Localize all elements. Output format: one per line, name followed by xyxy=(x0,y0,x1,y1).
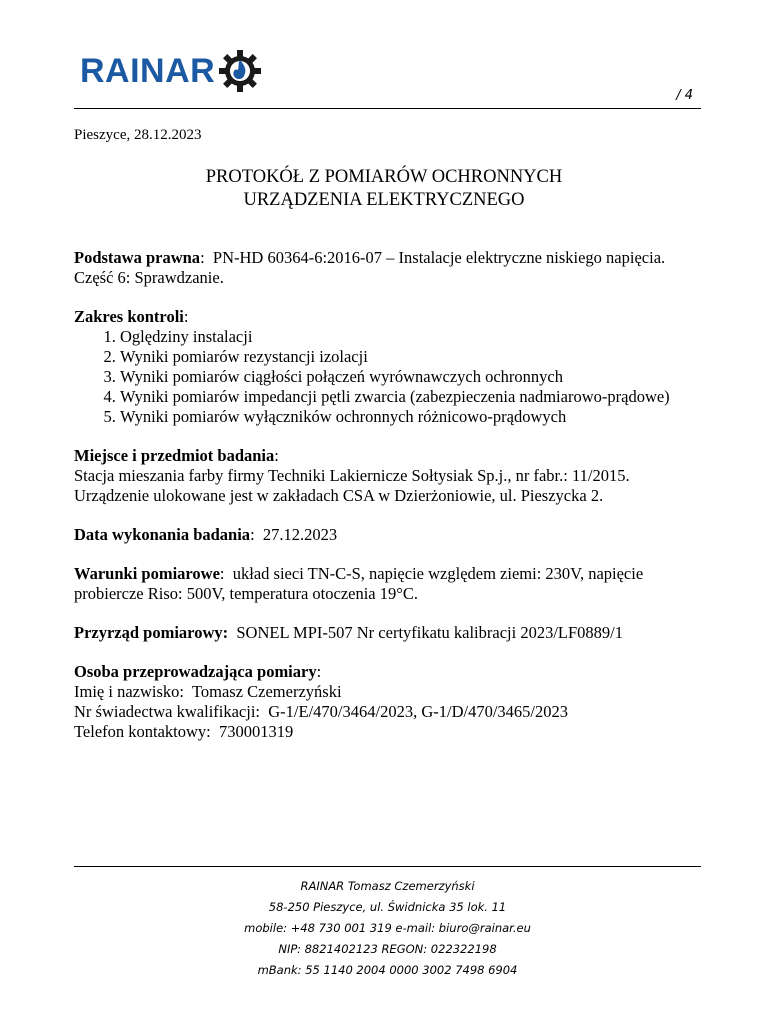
instrument-label: Przyrząd pomiarowy: xyxy=(74,623,229,642)
footer-contact: mobile: +48 730 001 319 e-mail: biuro@rainar.eu xyxy=(244,921,531,935)
header-divider xyxy=(74,108,701,109)
scope-item: 4. Wyniki pomiarów impedancji pętli zwarcia (zabezpieczenia nadmiarowo-prądowe) xyxy=(120,387,694,407)
person-name-label: Imię i nazwisko: xyxy=(74,682,184,701)
legal-basis-section: Podstawa prawna: PN-HD 60364-6:2016-07 – Instalacje elektryczne niskiego napięcia. Część 6: Sprawdzanie. xyxy=(74,248,666,287)
title-line-2: URZĄDZENIA ELEKTRYCZNEGO xyxy=(243,190,525,210)
person-phone-value: 730001319 xyxy=(219,722,294,741)
scope-label: Zakres kontroli xyxy=(74,307,184,326)
footer-tax-ids: NIP: 8821402123 REGON: 022322198 xyxy=(278,942,497,956)
scope-section: Zakres kontroli: 1. Oględziny instalacji 2. Wyniki pomiarów rezystancji izolacji 3. Wyniki pomiarów ciągłości połączeń wyrównawczych ochronnych 4. Wyniki pomiarów impedancji pętli zwarcia (zabezpieczenia nadmiarowo-prądowe) 5. Wyniki pomiarów wyłączników ochronnych różnicowo-prądowych xyxy=(74,307,694,427)
document-date: Pieszyce, 28.12.2023 xyxy=(74,127,202,143)
person-name-row xyxy=(74,682,694,702)
legal-basis-label: Podstawa prawna xyxy=(74,248,201,267)
logo-text: RAINAR xyxy=(80,51,216,90)
place-label: Miejsce i przedmiot badania xyxy=(74,446,275,465)
footer-bank: mBank: 55 1140 2004 0000 3002 7498 6904 xyxy=(257,963,518,977)
instrument-section xyxy=(74,623,694,643)
scope-item: 5. Wyniki pomiarów wyłączników ochronnych różnicowo-prądowych xyxy=(120,407,694,427)
page-number: / 4 xyxy=(676,88,693,103)
place-line-2: Urządzenie ulokowane jest w zakładach CSA w Dzierżoniowie, ul. Pieszycka 2. xyxy=(74,486,604,505)
person-cert-label: Nr świadectwa kwalifikacji: xyxy=(74,702,261,721)
place-line-1: Stacja mieszania farby firmy Techniki Lakiernicze Sołtysiak Sp.j., nr fabr.: 11/2015. xyxy=(74,466,630,485)
conditions-text: układ sieci TN-C-S, napięcie względem ziemi: 230V, napięcie probiercze Riso: 500V, temperatura otoczenia 19°C. xyxy=(74,564,644,603)
person-phone-row xyxy=(74,722,694,742)
person-label: Osoba przeprowadzająca pomiary xyxy=(74,662,317,681)
footer-address: 58-250 Pieszyce, ul. Świdnicka 35 lok. 11 xyxy=(268,900,507,914)
scope-item: 2. Wyniki pomiarów rezystancji izolacji xyxy=(120,347,694,367)
document-body xyxy=(74,248,694,761)
test-date-label: Data wykonania badania xyxy=(74,525,251,544)
legal-basis-text: PN-HD 60364-6:2016-07 – Instalacje elektryczne niskiego napięcia. Część 6: Sprawdzanie. xyxy=(74,248,666,287)
instrument-value: SONEL MPI-507 Nr certyfikatu kalibracji 2023/LF0889/1 xyxy=(236,623,623,642)
person-name-value: Tomasz Czemerzyński xyxy=(191,682,342,701)
document-title xyxy=(74,166,694,212)
footer-divider xyxy=(74,866,701,867)
page-footer xyxy=(74,876,701,981)
footer-company: RAINAR Tomasz Czemerzyński xyxy=(300,879,475,893)
scope-list xyxy=(74,327,694,427)
conditions-section: Warunki pomiarowe: układ sieci TN-C-S, napięcie względem ziemi: 230V, napięcie probiercze Riso: 500V, temperatura otoczenia 19°C. xyxy=(74,564,644,603)
place-section: Miejsce i przedmiot badania: Stacja mieszania farby firmy Techniki Lakiernicze Sołtysiak Sp.j., nr fabr.: 11/2015. Urządzenie ulokowane jest w zakładach CSA w Dzierżoniowie, ul. Pieszycka 2. xyxy=(74,446,694,506)
page-header xyxy=(74,44,701,110)
scope-item: 1. Oględziny instalacji xyxy=(120,327,694,347)
person-phone-label: Telefon kontaktowy: xyxy=(74,722,211,741)
test-date-section: Data wykonania badania: 27.12.2023 xyxy=(74,525,338,544)
person-section: Osoba przeprowadzająca pomiary: Imię i nazwisko: Tomasz Czemerzyński Nr świadectwa kwalifikacji: G-1/E/470/3464/2023, G-1/D/470/3465/2023 Telefon kontaktowy: 730001319 xyxy=(74,662,694,742)
test-date-value: 27.12.2023 xyxy=(262,525,338,544)
person-cert-row xyxy=(74,702,694,722)
company-logo xyxy=(80,48,263,94)
scope-item: 3. Wyniki pomiarów ciągłości połączeń wyrównawczych ochronnych xyxy=(120,367,694,387)
gear-flame-icon xyxy=(217,48,263,94)
title-line-1: PROTOKÓŁ Z POMIARÓW OCHRONNYCH xyxy=(205,167,563,187)
person-cert-value: G-1/E/470/3464/2023, G-1/D/470/3465/2023 xyxy=(268,702,569,721)
conditions-label: Warunki pomiarowe xyxy=(74,564,220,583)
